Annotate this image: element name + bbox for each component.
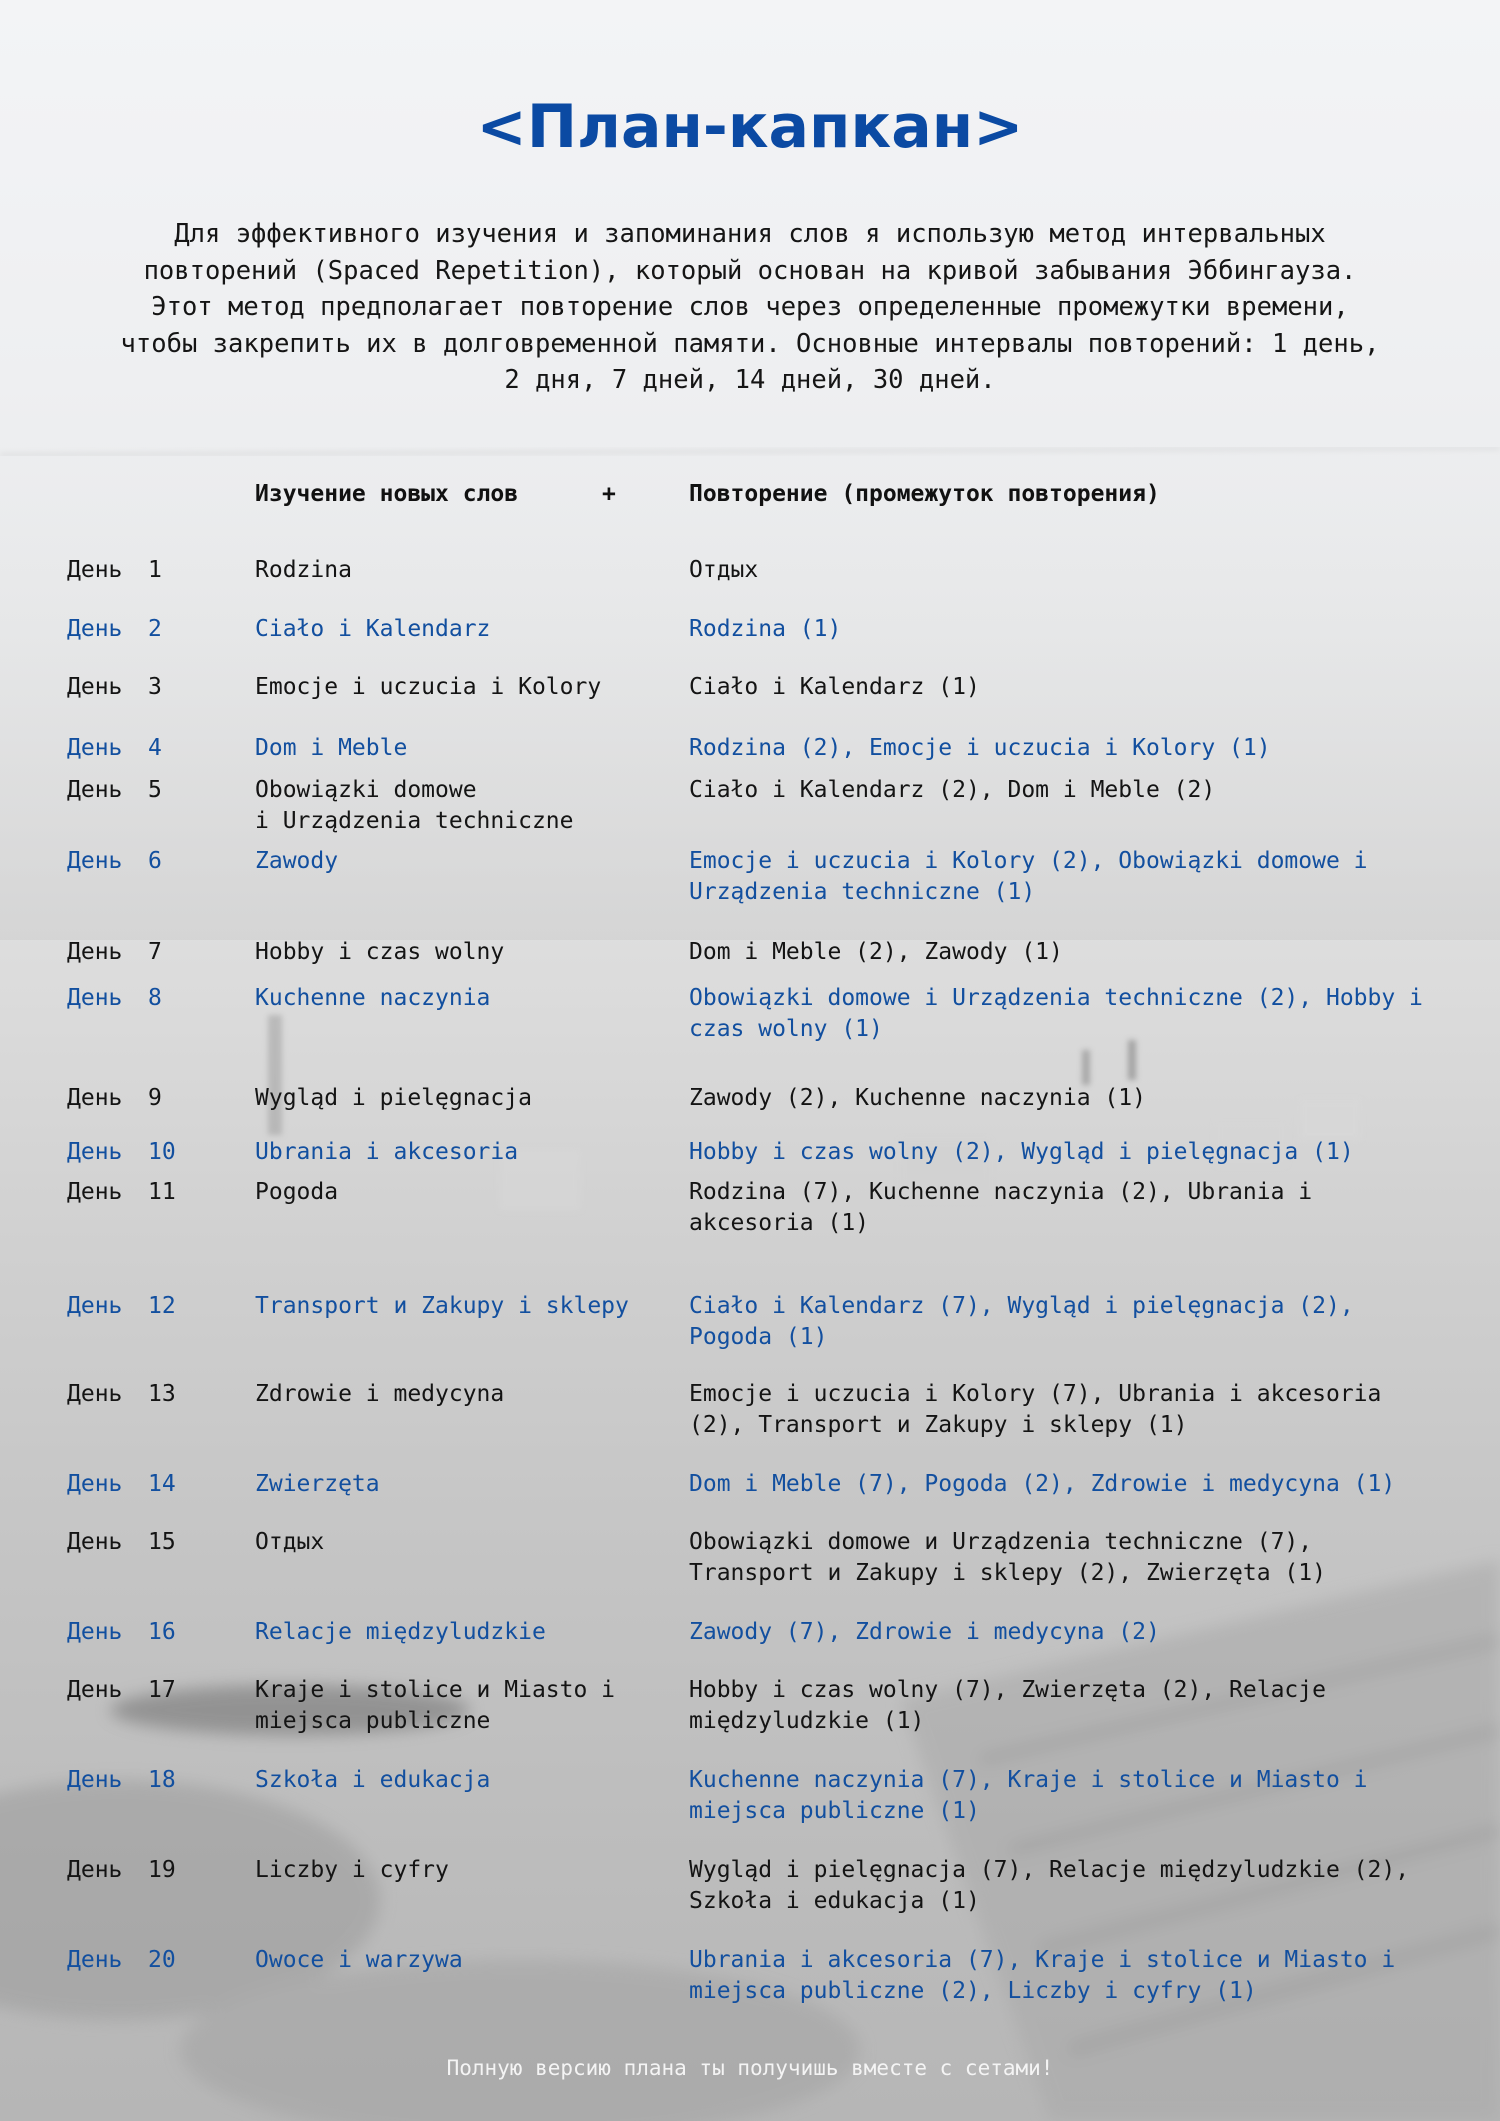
- day-label: День: [67, 1947, 123, 1973]
- review-cell: Ciało i Kalendarz (1): [689, 674, 980, 700]
- header-plus: +: [602, 481, 616, 507]
- review-cell: Ubrania i akcesoria (7), Kraje i stolice и Miasto i miejsca publiczne (2), Liczby i cyfry (1): [689, 1947, 1396, 2004]
- new-words-cell: Owoce i warzywa: [255, 1947, 463, 1973]
- new-words-cell: Kuchenne naczynia: [255, 985, 491, 1011]
- day-number: 16: [148, 1619, 176, 1645]
- day-number: 20: [148, 1947, 176, 1973]
- review-cell: Ciało i Kalendarz (2), Dom i Meble (2): [689, 777, 1216, 803]
- new-words-cell: Liczby i cyfry: [255, 1857, 449, 1883]
- review-cell: Emocje i uczucia i Kolory (2), Obowiązki domowe i Urządzenia techniczne (1): [689, 848, 1368, 905]
- review-cell: Emocje i uczucia i Kolory (7), Ubrania i akcesoria (2), Transport и Zakupy i sklepy (1): [689, 1381, 1382, 1438]
- day-label: День: [67, 1471, 123, 1497]
- review-cell: Zawody (2), Kuchenne naczynia (1): [689, 1085, 1146, 1111]
- day-number: 14: [148, 1471, 176, 1497]
- review-cell: Obowiązki domowe i Urządzenia techniczne (2), Hobby i czas wolny (1): [689, 985, 1423, 1042]
- day-number: 12: [148, 1293, 176, 1319]
- new-words-cell: Rodzina: [255, 557, 352, 583]
- review-cell: Kuchenne naczynia (7), Kraje i stolice и Miasto i miejsca publiczne (1): [689, 1767, 1368, 1824]
- new-words-cell: Ubrania i akcesoria: [255, 1139, 519, 1165]
- day-label: День: [67, 1619, 123, 1645]
- new-words-cell: Zdrowie i medycyna: [255, 1381, 505, 1407]
- new-words-cell: Pogoda: [255, 1179, 339, 1205]
- day-label: День: [67, 1857, 123, 1883]
- review-cell: Zawody (7), Zdrowie i medycyna (2): [689, 1619, 1160, 1645]
- new-words-cell: Zawody: [255, 848, 339, 874]
- day-label: День: [67, 1677, 123, 1703]
- review-cell: Obowiązki domowe и Urządzenia techniczne (7), Transport и Zakupy i sklepy (2), Zwierzęta (1): [689, 1529, 1326, 1586]
- day-label: День: [67, 1529, 123, 1555]
- day-number: 7: [148, 939, 162, 965]
- day-number: 6: [148, 848, 162, 874]
- day-number: 17: [148, 1677, 176, 1703]
- new-words-cell: Zwierzęta: [255, 1471, 380, 1497]
- new-words-cell: Szkoła i edukacja: [255, 1767, 491, 1793]
- day-number: 1: [148, 557, 162, 583]
- day-label: День: [67, 674, 123, 700]
- day-label: День: [67, 735, 123, 761]
- review-cell: Hobby i czas wolny (7), Zwierzęta (2), Relacje międzyludzkie (1): [689, 1677, 1326, 1734]
- review-cell: Ciało i Kalendarz (7), Wygląd i pielęgnacja (2), Pogoda (1): [689, 1293, 1354, 1350]
- day-label: День: [67, 848, 123, 874]
- day-label: День: [67, 777, 123, 803]
- day-label: День: [67, 1293, 123, 1319]
- day-number: 15: [148, 1529, 176, 1555]
- new-words-cell: Hobby i czas wolny: [255, 939, 505, 965]
- review-cell: Dom i Meble (2), Zawody (1): [689, 939, 1063, 965]
- review-cell: Wygląd i pielęgnacja (7), Relacje międzyludzkie (2), Szkoła i edukacja (1): [689, 1857, 1410, 1914]
- day-label: День: [67, 1767, 123, 1793]
- review-cell: Rodzina (1): [689, 616, 842, 642]
- day-number: 18: [148, 1767, 176, 1793]
- new-words-cell: Отдых: [255, 1529, 325, 1555]
- day-number: 19: [148, 1857, 176, 1883]
- new-words-cell: Ciało i Kalendarz: [255, 616, 491, 642]
- new-words-cell: Transport и Zakupy i sklepy: [255, 1293, 629, 1319]
- new-words-cell: Kraje i stolice и Miasto i miejsca publiczne: [255, 1677, 616, 1734]
- new-words-cell: Wygląd i pielęgnacja: [255, 1085, 532, 1111]
- page-title: <План-капкан>: [476, 92, 1024, 162]
- new-words-cell: Obowiązki domowe i Urządzenia techniczne: [255, 777, 574, 834]
- day-label: День: [67, 1085, 123, 1111]
- day-number: 8: [148, 985, 162, 1011]
- intro-paragraph: Для эффективного изучения и запоминания слов я использую метод интервальных повторений (Spaced Repetition), который основан на кривой забывания Эббингауза. Этот метод предполагает повторение слов через определенные промежутки времени, чтобы закрепить их в долговременной памяти. Основные интервалы повторений: 1 день, 2 дня, 7 дней, 14 дней, 30 дней.: [120, 219, 1380, 395]
- day-label: День: [67, 1139, 123, 1165]
- review-cell: Hobby i czas wolny (2), Wygląd i pielęgnacja (1): [689, 1139, 1354, 1165]
- day-number: 10: [148, 1139, 176, 1165]
- day-label: День: [67, 1179, 123, 1205]
- day-label: День: [67, 557, 123, 583]
- day-label: День: [67, 1381, 123, 1407]
- review-cell: Rodzina (2), Emocje i uczucia i Kolory (1): [689, 735, 1271, 761]
- new-words-cell: Emocje i uczucia i Kolory: [255, 674, 602, 700]
- header-review: Повторение (промежуток повторения): [689, 481, 1160, 507]
- day-number: 9: [148, 1085, 162, 1111]
- footer-note: Полную версию плана ты получишь вместе с сетами!: [446, 2056, 1054, 2080]
- day-label: День: [67, 939, 123, 965]
- day-number: 13: [148, 1381, 176, 1407]
- new-words-cell: Relacje międzyludzkie: [255, 1619, 546, 1645]
- day-number: 11: [148, 1179, 176, 1205]
- header-new-words: Изучение новых слов: [255, 481, 519, 507]
- review-cell: Отдых: [689, 557, 759, 583]
- review-cell: Dom i Meble (7), Pogoda (2), Zdrowie i medycyna (1): [689, 1471, 1396, 1497]
- day-label: День: [67, 985, 123, 1011]
- day-number: 4: [148, 735, 162, 761]
- day-number: 3: [148, 674, 162, 700]
- new-words-cell: Dom i Meble: [255, 735, 408, 761]
- day-number: 2: [148, 616, 162, 642]
- day-number: 5: [148, 777, 162, 803]
- day-label: День: [67, 616, 123, 642]
- review-cell: Rodzina (7), Kuchenne naczynia (2), Ubrania i akcesoria (1): [689, 1179, 1313, 1236]
